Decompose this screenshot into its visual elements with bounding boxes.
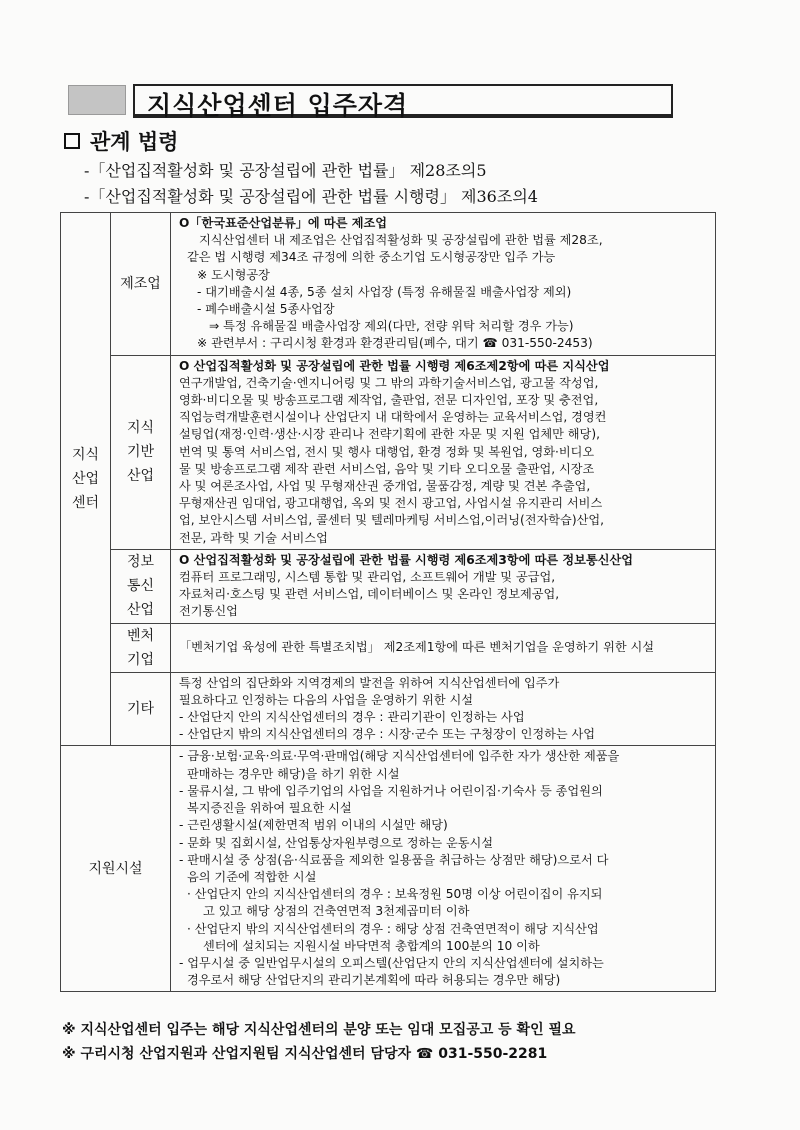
category-manufacturing: 제조업 xyxy=(111,213,171,356)
footnote-2: ※ 구리시청 산업지원과 산업지원팀 지식산업센터 담당자 ☎ 031-550-2281 xyxy=(62,1046,548,1062)
checkbox-square-icon xyxy=(64,133,80,149)
law-reference-1: -「산업집적활성화 및 공장설립에 관한 법률」 제28조의5 xyxy=(84,161,487,180)
category-other: 기타 xyxy=(111,672,171,746)
section-heading-text: 관계 법령 xyxy=(90,130,179,154)
category-knowledge-industry: 지식 기반 산업 xyxy=(111,355,171,549)
group-label-knowledge-industry-center: 지식 산업 센터 xyxy=(61,213,111,746)
category-support-facilities: 지원시설 xyxy=(61,746,171,992)
page-title: 지식산업센터 입주자격 xyxy=(147,91,409,120)
row-support-facilities xyxy=(61,746,716,992)
row-venture xyxy=(61,623,716,672)
row-ict-industry xyxy=(61,549,716,623)
row-knowledge-industry xyxy=(61,355,716,549)
content-other: 특정 산업의 집단화와 지역경제의 발전을 위하여 지식산업센터에 입주가 필요하다고 인정하는 다음의 사업을 운영하기 위한 시설 - 산업단지 안의 지식산업센터의 경우 : 관리기관이 인정하는 사업 - 산업단지 밖의 지식산업센터의 경우 : 시장·군수 또는 구청장이 인정하는 사업 xyxy=(171,672,716,746)
content-manufacturing: O「한국표준산업분류」에 따른 제조업 지식산업센터 내 제조업은 산업집적활성화 및 공장설립에 관한 법률 제28조, 같은 법 시행령 제34조 규정에 의한 중소기업 도시형공장만 입주 가능 ※ 도시형공장 - 대기배출시설 4종, 5종 설치 사업장 (특정 유해물질 배출사업장 제외) - 폐수배출시설 5종사업장 ⇒ 특정 유해물질 배출사업장 제외(다만, 전량 위탁 처리할 경우 가능) ※ 관련부서 : 구리시청 환경과 환경관리팀(폐수, 대기 ☎ 031-550-2453) xyxy=(171,213,716,356)
eligibility-table xyxy=(60,212,716,992)
section-heading xyxy=(64,126,178,156)
footnote-1: ※ 지식산업센터 입주는 해당 지식산업센터의 분양 또는 임대 모집공고 등 확인 필요 xyxy=(62,1022,576,1038)
category-venture: 벤처 기업 xyxy=(111,623,171,672)
content-ict-industry: O 산업집적활성화 및 공장설립에 관한 법률 시행령 제6조제3항에 따른 정보통신산업 컴퓨터 프로그래밍, 시스템 통합 및 관리업, 소프트웨어 개발 및 공급업, 자료처리·호스팅 및 관련 서비스업, 데이터베이스 및 온라인 정보제공업, 전기통신업 xyxy=(171,549,716,623)
content-venture: 「벤처기업 육성에 관한 특별조치법」 제2조제1항에 따른 벤처기업을 운영하기 위한 시설 xyxy=(171,623,716,672)
row-other xyxy=(61,672,716,746)
row-manufacturing xyxy=(61,213,716,356)
law-reference-2: -「산업집적활성화 및 공장설립에 관한 법률 시행령」 제36조의4 xyxy=(84,187,538,206)
category-ict-industry: 정보 통신 산업 xyxy=(111,549,171,623)
content-support-facilities: - 금융·보험·교육·의료·무역·판매업(해당 지식산업센터에 입주한 자가 생산한 제품을 판매하는 경우만 해당)을 하기 위한 시설 - 물류시설, 그 밖에 입주기업의 사업을 지원하거나 어린이집·기숙사 등 종업원의 복지증진을 위하여 필요한 시설 - 근린생활시설(제한면적 범위 이내의 시설만 해당) - 문화 및 집회시설, 산업통상자원부령으로 정하는 운동시설 - 판매시설 중 상점(음·식료품을 제외한 일용품을 취급하는 상점만 해당)으로서 다 음의 기준에 적합한 시설 · 산업단지 안의 지식산업센터의 경우 : 보육정원 50명 이상 어린이집이 유지되 고 있고 해당 상점의 건축연면적 3천제곱미터 이하 · 산업단지 밖의 지식산업센터의 경우 : 해당 상점 건축연면적이 해당 지식산업 센터에 설치되는 지원시설 바닥면적 총합계의 100분의 10 이하 - 업무시설 중 일반업무시설의 오피스텔(산업단지 안의 지식산업센터에 설치하는 경우로서 해당 산업단지의 관리기본계획에 따라 허용되는 경우만 해당) xyxy=(171,746,716,992)
content-knowledge-industry: O 산업집적활성화 및 공장설립에 관한 법률 시행령 제6조제2항에 따른 지식산업 연구개발업, 건축기술·엔지니어링 및 그 밖의 과학기술서비스업, 광고물 작성업, 영화·비디오물 및 방송프로그램 제작업, 출판업, 전문 디자인업, 포장 및 충전업, 직업능력개발훈련시설이나 산업단지 내 대학에서 운영하는 교육서비스업, 경영컨 설팅업(재정·인력·생산·시장 관리나 전략기획에 관한 자문 및 지원 업체만 해당), 번역 및 통역 서비스업, 전시 및 행사 대행업, 환경 정화 및 복원업, 영화·비디오 물 및 방송프로그램 제작 관련 서비스업, 음악 및 기타 오디오물 출판업, 시장조 사 및 여론조사업, 사업 및 무형재산권 중개업, 물품감정, 계량 및 견본 추출업, 무형재산권 임대업, 광고대행업, 옥외 및 전시 광고업, 사업시설 유지관리 서비스 업, 보안시스템 서비스업, 콜센터 및 텔레마케팅 서비스업,이러닝(전자학습)산업, 전문, 과학 및 기술 서비스업 xyxy=(171,355,716,549)
title-marker xyxy=(68,85,126,115)
